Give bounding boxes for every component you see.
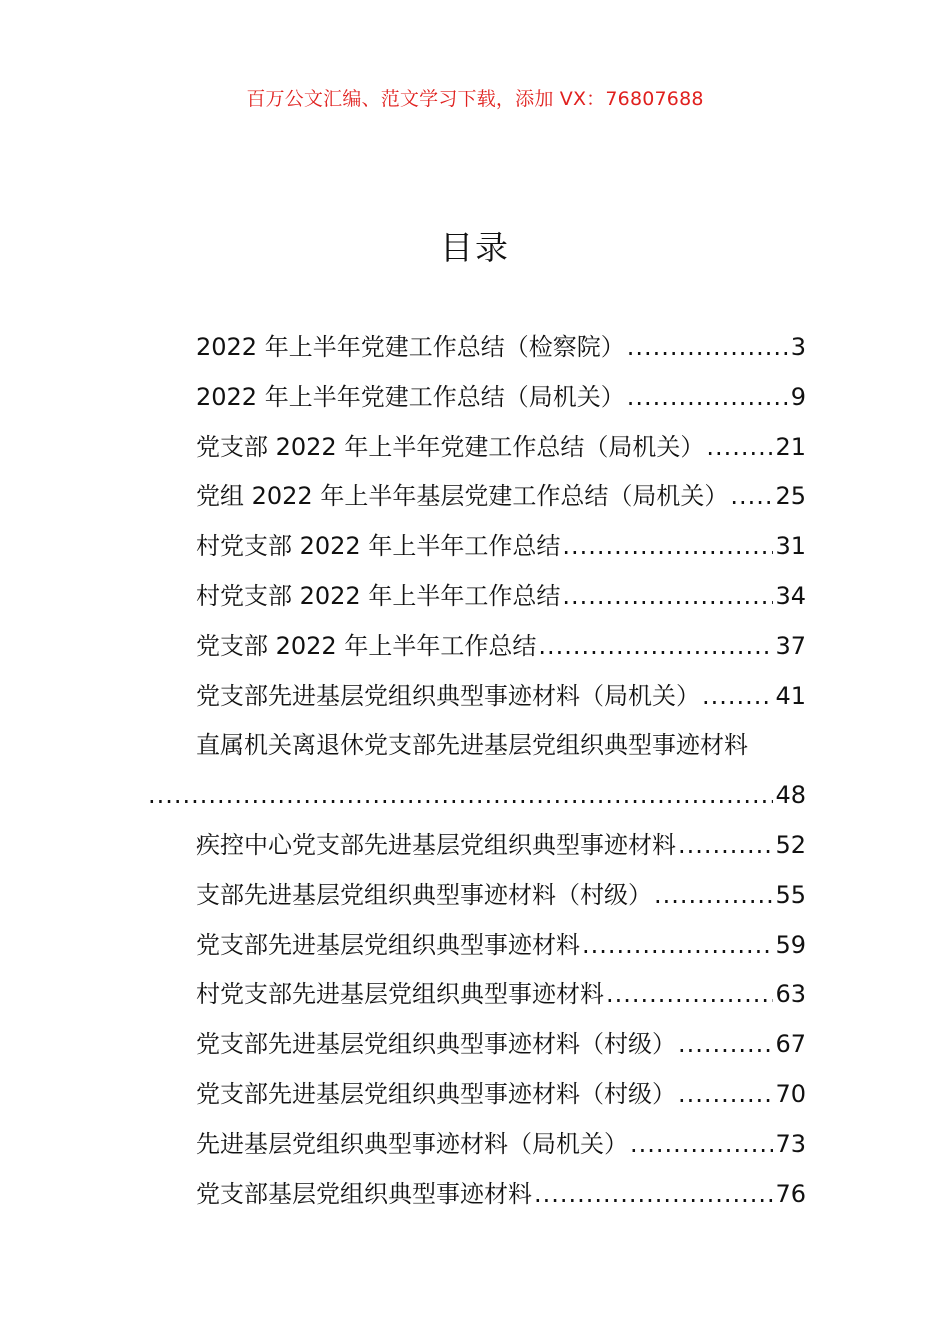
toc-dot-leader: [562, 572, 773, 622]
toc-entry[interactable]: [196, 522, 806, 572]
toc-entry-label: 2022 年上半年党建工作总结（局机关）: [196, 382, 625, 411]
toc-entry-label: 党支部 2022 年上半年党建工作总结（局机关）: [196, 432, 705, 461]
toc-dot-leader: [627, 373, 789, 423]
toc-dot-leader: [538, 622, 773, 672]
toc-page-number: 37: [775, 631, 806, 660]
toc-entry[interactable]: [196, 871, 806, 921]
toc-entry-label: 党支部先进基层党组织典型事迹材料: [196, 930, 580, 959]
toc-page-number: 21: [775, 432, 806, 461]
toc-dot-leader: [148, 771, 773, 821]
toc-dot-leader: [702, 672, 773, 722]
toc-entry-label: 村党支部 2022 年上半年工作总结: [196, 581, 561, 610]
toc-entry[interactable]: [196, 1170, 806, 1220]
toc-entry-label: 党支部先进基层党组织典型事迹材料（村级）: [196, 1030, 676, 1059]
toc-entry[interactable]: [196, 672, 806, 722]
toc-page-number: 34: [775, 581, 806, 610]
toc-entry-label: 党支部 2022 年上半年工作总结: [196, 631, 537, 660]
toc-dot-leader: [630, 1120, 773, 1170]
toc-entry-label: 党组 2022 年上半年基层党建工作总结（局机关）: [196, 482, 729, 511]
toc-page-number: 41: [775, 681, 806, 710]
toc-dot-leader: [706, 423, 773, 473]
toc-entry[interactable]: [196, 1120, 806, 1170]
toc-entry[interactable]: [196, 821, 806, 871]
toc-entry[interactable]: [196, 1020, 806, 1070]
toc-entry[interactable]: [196, 323, 806, 373]
toc-dot-leader: [562, 522, 773, 572]
toc-page-number: 70: [775, 1079, 806, 1108]
toc-page-number: 73: [775, 1129, 806, 1158]
toc-entry-label: 党支部基层党组织典型事迹材料: [196, 1179, 532, 1208]
toc-entry[interactable]: [196, 622, 806, 672]
toc-page-number: 67: [775, 1030, 806, 1059]
toc-page-number: 31: [775, 532, 806, 561]
toc-entry-label: 直属机关离退休党支部先进基层党组织典型事迹材料: [196, 731, 748, 760]
toc-dot-leader: [582, 921, 773, 971]
toc-entry-continuation: [146, 771, 806, 821]
toc-page-number: 76: [775, 1179, 806, 1208]
toc-page-number: 3: [790, 333, 806, 361]
toc-entry-label: 支部先进基层党组织典型事迹材料（村级）: [196, 880, 652, 909]
toc-dot-leader: [627, 323, 789, 373]
toc-dot-leader: [730, 472, 773, 522]
toc-entry[interactable]: [196, 1070, 806, 1120]
toc-entry-label: 疾控中心党支部先进基层党组织典型事迹材料: [196, 830, 676, 859]
toc-entry[interactable]: [196, 572, 806, 622]
toc-entry-label: 党支部先进基层党组织典型事迹材料（局机关）: [196, 681, 700, 710]
toc-dot-leader: [654, 871, 773, 921]
toc-dot-leader: [534, 1170, 773, 1220]
table-of-contents: [196, 323, 806, 1219]
toc-entry-label: 村党支部先进基层党组织典型事迹材料: [196, 980, 604, 1009]
toc-entry[interactable]: [196, 721, 806, 821]
page-title: 目录: [440, 228, 510, 267]
toc-entry-label: 村党支部 2022 年上半年工作总结: [196, 532, 561, 561]
toc-entry-label: 党支部先进基层党组织典型事迹材料（村级）: [196, 1079, 676, 1108]
toc-entry[interactable]: [196, 970, 806, 1020]
toc-entry[interactable]: [196, 472, 806, 522]
toc-page-number: 9: [790, 382, 806, 411]
toc-dot-leader: [678, 1020, 773, 1070]
toc-entry-label: 2022 年上半年党建工作总结（检察院）: [196, 333, 625, 361]
toc-page-number: 59: [775, 930, 806, 959]
toc-entry-label: 先进基层党组织典型事迹材料（局机关）: [196, 1129, 628, 1158]
toc-entry[interactable]: [196, 921, 806, 971]
toc-page-number: 25: [775, 482, 806, 511]
toc-dot-leader: [678, 821, 773, 871]
toc-dot-leader: [678, 1070, 773, 1120]
toc-entry[interactable]: [196, 373, 806, 423]
toc-page-number: 55: [775, 880, 806, 909]
toc-page-number: 52: [775, 830, 806, 859]
toc-entry[interactable]: [196, 423, 806, 473]
header-banner: 百万公文汇编、范文学习下载，添加 VX：76807688: [246, 88, 704, 110]
toc-page-number: 48: [775, 781, 806, 810]
toc-dot-leader: [606, 970, 773, 1020]
toc-page-number: 63: [775, 980, 806, 1009]
